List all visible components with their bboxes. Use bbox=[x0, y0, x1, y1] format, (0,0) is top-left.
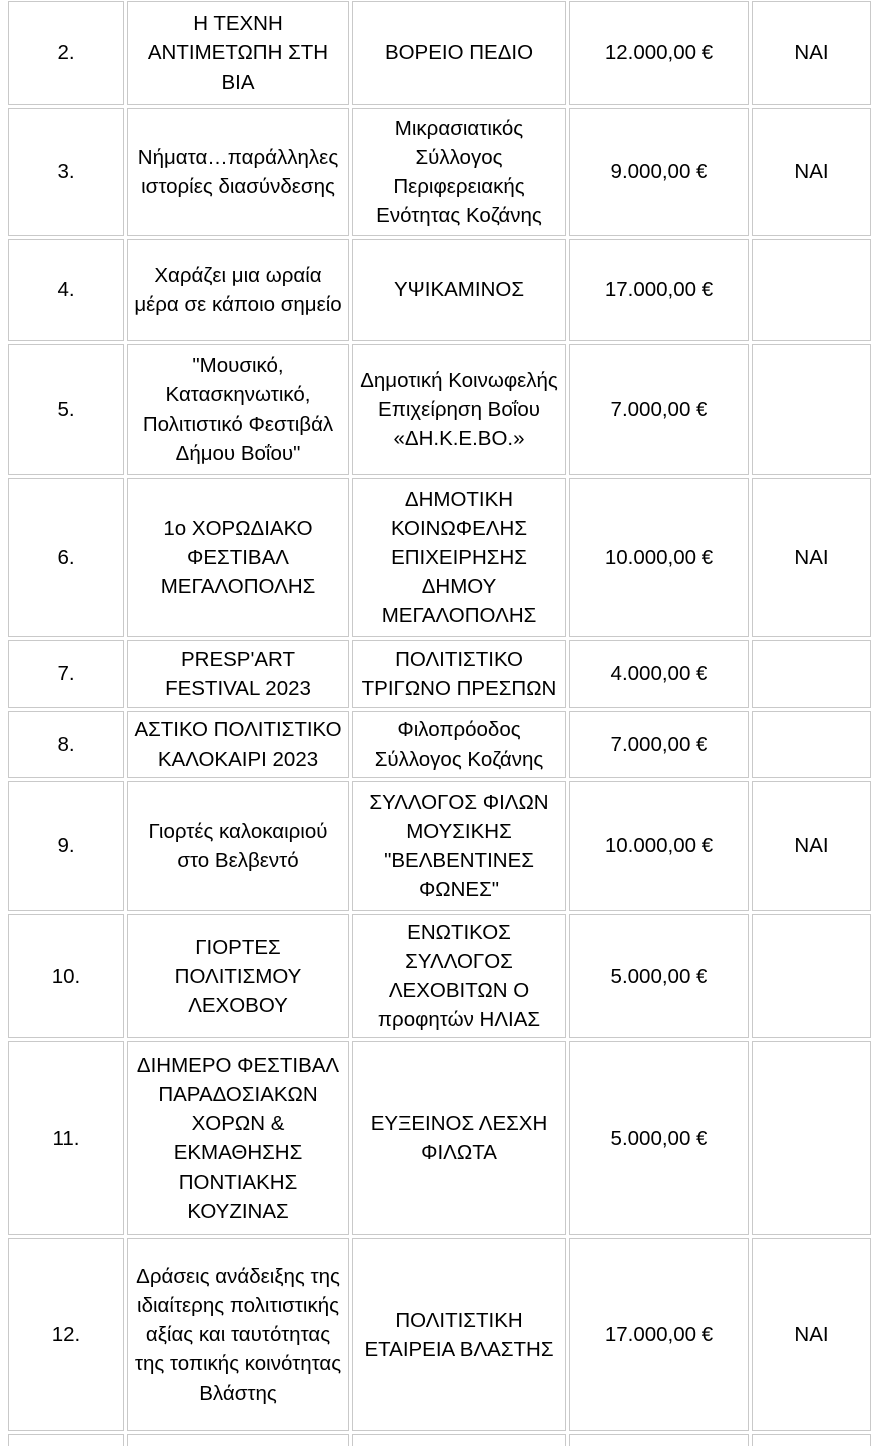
row-number: 10. bbox=[8, 914, 124, 1038]
approved-flag bbox=[752, 640, 871, 708]
amount: 10.000,00 € bbox=[569, 478, 749, 637]
amount: 17.000,00 € bbox=[569, 1238, 749, 1431]
row-number: 8. bbox=[8, 711, 124, 778]
row-number: 9. bbox=[8, 781, 124, 911]
approved-flag: ΝΑΙ bbox=[752, 1238, 871, 1431]
amount: 5.000,00 € bbox=[569, 1041, 749, 1235]
organization: ΣΥΛΛΟΓΟΣ ΦΙΛΩΝ ΜΟΥΣΙΚΗΣ "ΒΕΛΒΕΝΤΙΝΕΣ ΦΩΝΕΣ" bbox=[352, 781, 566, 911]
amount: 9.000,00 € bbox=[569, 108, 749, 236]
row-number: 2. bbox=[8, 1, 124, 105]
amount: 12.000,00 € bbox=[569, 1, 749, 105]
organization: ΕΝΩΤΙΚΟΣ ΣΥΛΛΟΓΟΣ ΛΕΧΟΒΙΤΩΝ Ο προφητών ΗΛΙΑΣ bbox=[352, 914, 566, 1038]
approved-flag-partial bbox=[752, 1434, 871, 1446]
table-row bbox=[8, 1238, 871, 1431]
approved-flag: ΝΑΙ bbox=[752, 1, 871, 105]
table-body bbox=[8, 1, 871, 1446]
approved-flag bbox=[752, 711, 871, 778]
row-number: 6. bbox=[8, 478, 124, 637]
project-title: ΓΙΟΡΤΕΣ ΠΟΛΙΤΙΣΜΟΥ ΛΕΧΟΒΟΥ bbox=[127, 914, 349, 1038]
amount: 5.000,00 € bbox=[569, 914, 749, 1038]
project-title: ΑΣΤΙΚΟ ΠΟΛΙΤΙΣΤΙΚΟ ΚΑΛΟΚΑΙΡΙ 2023 bbox=[127, 711, 349, 778]
table-row bbox=[8, 781, 871, 911]
row-number: 4. bbox=[8, 239, 124, 341]
amount-partial bbox=[569, 1434, 749, 1446]
approved-flag: ΝΑΙ bbox=[752, 781, 871, 911]
row-number: 11. bbox=[8, 1041, 124, 1235]
project-title: Χαράζει μια ωραία μέρα σε κάποιο σημείο bbox=[127, 239, 349, 341]
organization: ΠΟΛΙΤΙΣΤΙΚΗ ΕΤΑΙΡΕΙΑ ΒΛΑΣΤΗΣ bbox=[352, 1238, 566, 1431]
project-title: 1ο ΧΟΡΩΔΙΑΚΟ ΦΕΣΤΙΒΑΛ ΜΕΓΑΛΟΠΟΛΗΣ bbox=[127, 478, 349, 637]
organization: ΠΟΛΙΤΙΣΤΙΚΟ ΤΡΙΓΩΝΟ ΠΡΕΣΠΩΝ bbox=[352, 640, 566, 708]
approved-flag: ΝΑΙ bbox=[752, 108, 871, 236]
table-row bbox=[8, 478, 871, 637]
organization-partial bbox=[352, 1434, 566, 1446]
row-number: 12. bbox=[8, 1238, 124, 1431]
table-row bbox=[8, 239, 871, 341]
amount: 7.000,00 € bbox=[569, 711, 749, 778]
row-number: 5. bbox=[8, 344, 124, 475]
table-row bbox=[8, 1, 871, 105]
table-row bbox=[8, 640, 871, 708]
cultural-grants-table bbox=[5, 0, 874, 1449]
project-title: Η ΤΕΧΝΗ ΑΝΤΙΜΕΤΩΠΗ ΣΤΗ ΒΙΑ bbox=[127, 1, 349, 105]
organization: Μικρασιατικός Σύλλογος Περιφερειακής Ενότητας Κοζάνης bbox=[352, 108, 566, 236]
table-row bbox=[8, 914, 871, 1038]
amount: 10.000,00 € bbox=[569, 781, 749, 911]
table-row bbox=[8, 711, 871, 778]
amount: 17.000,00 € bbox=[569, 239, 749, 341]
row-number: 7. bbox=[8, 640, 124, 708]
row-number: 3. bbox=[8, 108, 124, 236]
approved-flag: ΝΑΙ bbox=[752, 478, 871, 637]
table-row bbox=[8, 108, 871, 236]
project-title: Δράσεις ανάδειξης της ιδιαίτερης πολιτιστικής αξίας και ταυτότητας της τοπικής κοινότητας Βλάστης bbox=[127, 1238, 349, 1431]
project-title: "Μουσικό, Κατασκηνωτικό, Πολιτιστικό Φεστιβάλ Δήμου Βοΐου" bbox=[127, 344, 349, 475]
project-title: Νήματα…παράλληλες ιστορίες διασύνδεσης bbox=[127, 108, 349, 236]
project-title-partial bbox=[127, 1434, 349, 1446]
organization: ΔΗΜΟΤΙΚΗ ΚΟΙΝΩΦΕΛΗΣ ΕΠΙΧΕΙΡΗΣΗΣ ΔΗΜΟΥ ΜΕΓΑΛΟΠΟΛΗΣ bbox=[352, 478, 566, 637]
organization: Φιλοπρόοδος Σύλλογος Κοζάνης bbox=[352, 711, 566, 778]
amount: 4.000,00 € bbox=[569, 640, 749, 708]
table-row-partial bbox=[8, 1434, 871, 1446]
table-row bbox=[8, 344, 871, 475]
row-number-partial bbox=[8, 1434, 124, 1446]
project-title: Γιορτές καλοκαιριού στο Βελβεντό bbox=[127, 781, 349, 911]
project-title: PRESP'ART FESTIVAL 2023 bbox=[127, 640, 349, 708]
project-title: ΔΙΗΜΕΡΟ ΦΕΣΤΙΒΑΛ ΠΑΡΑΔΟΣΙΑΚΩΝ ΧΟΡΩΝ & ΕΚΜΑΘΗΣΗΣ ΠΟΝΤΙΑΚΗΣ ΚΟΥΖΙΝΑΣ bbox=[127, 1041, 349, 1235]
approved-flag bbox=[752, 239, 871, 341]
table-row bbox=[8, 1041, 871, 1235]
approved-flag bbox=[752, 1041, 871, 1235]
approved-flag bbox=[752, 914, 871, 1038]
organization: ΥΨΙΚΑΜΙΝΟΣ bbox=[352, 239, 566, 341]
organization: Δημοτική Κοινωφελής Επιχείρηση Βοΐου «ΔΗ.Κ.Ε.ΒΟ.» bbox=[352, 344, 566, 475]
approved-flag bbox=[752, 344, 871, 475]
organization: ΒΟΡΕΙΟ ΠΕΔΙΟ bbox=[352, 1, 566, 105]
amount: 7.000,00 € bbox=[569, 344, 749, 475]
organization: ΕΥΞΕΙΝΟΣ ΛΕΣΧΗ ΦΙΛΩΤΑ bbox=[352, 1041, 566, 1235]
